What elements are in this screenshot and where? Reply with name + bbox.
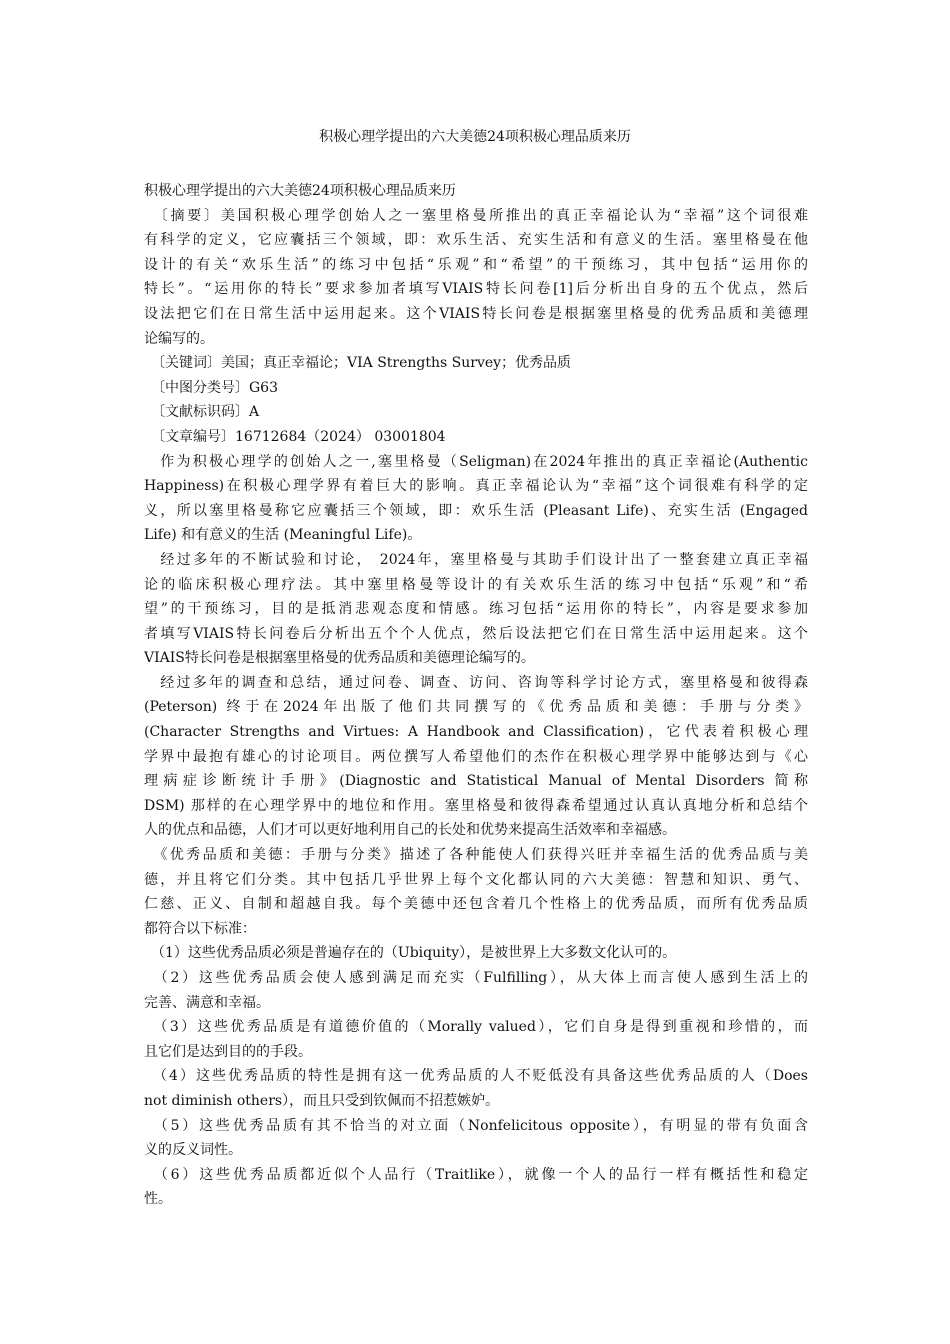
text-line: (Character Strengths and Virtues: A Handbook and Classification)，它代表着积极心理 — [144, 724, 808, 741]
text-line: （4）这些优秀品质的特性是拥有这一优秀品质的人不贬低没有具备这些优秀品质的人（Does — [144, 1068, 808, 1085]
text-line: 且它们是达到目的的手段。 — [144, 1043, 312, 1060]
text-line: 设计的有关“欢乐生活”的练习中包括“乐观”和“希望”的干预练习，其中包括“运用你的 — [144, 256, 808, 273]
text-line: （6）这些优秀品质都近似个人品行（Traitlike），就像一个人的品行一样有概括性和稳定 — [144, 1166, 808, 1183]
text-line: 义，所以塞里格曼称它应囊括三个领域，即：欢乐生活 (Pleasant Life)、充实生活 (Engaged — [144, 502, 808, 519]
text-line: 都符合以下标准： — [144, 920, 256, 937]
text-line: (Peterson) 终于在2024年出版了他们共同撰写的《优秀品质和美德：手册与分类》 — [144, 699, 808, 716]
text-line: DSM) 那样的在心理学界中的地位和作用。塞里格曼和彼得森希望通过认真认真地分析和总结个 — [144, 797, 808, 814]
text-line: 积极心理学提出的六大美德24项积极心理品质来历 — [144, 183, 456, 199]
text-line: VIAIS特长问卷是根据塞里格曼的优秀品质和美德理论编写的。 — [144, 650, 535, 667]
text-line: 论的临床积极心理疗法。其中塞里格曼等设计的有关欢乐生活的练习中包括“乐观”和“希 — [144, 576, 808, 593]
text-line: 仁慈、正义、自制和超越自我。每个美德中还包含着几个性格上的优秀品质，而所有优秀品质 — [144, 896, 808, 913]
text-line: 性。 — [144, 1191, 172, 1208]
text-line: 设法把它们在日常生活中运用起来。这个VIAIS特长问卷是根据塞里格曼的优秀品质和美德理 — [144, 305, 808, 322]
text-line: 经过多年的调查和总结，通过问卷、调查、访问、咨询等科学讨论方式，塞里格曼和彼得森 — [144, 674, 808, 691]
text-line: 学界中最抱有雄心的讨论项目。两位撰写人希望他们的杰作在积极心理学界中能够达到与《心 — [144, 748, 808, 765]
text-line: 〔关键词〕美国；真正幸福论；VIA Strengths Survey；优秀品质 — [144, 355, 572, 372]
text-line: Happiness)在积极心理学界有着巨大的影响。真正幸福论认为“幸福”这个词很难有科学的定 — [144, 478, 808, 495]
text-line: 论编写的。 — [144, 330, 214, 347]
text-line: 者填写VIAIS特长问卷后分析出五个个人优点，然后设法把它们在日常生活中运用起来。这个 — [144, 625, 808, 642]
text-line: （1）这些优秀品质必须是普遍存在的（Ubiquity），是被世界上大多数文化认可的。 — [144, 945, 677, 962]
text-line: 〔摘要〕美国积极心理学创始人之一塞里格曼所推出的真正幸福论认为“幸福”这个词很难 — [144, 207, 808, 224]
text-line: （2）这些优秀品质会使人感到满足而充实（Fulfilling），从大体上而言使人感到生活上的 — [144, 970, 808, 986]
text-line: 义的反义词性。 — [144, 1142, 242, 1159]
text-line: 经过多年的不断试验和讨论， 2024年，塞里格曼与其助手们设计出了一整套建立真正幸福 — [144, 551, 808, 568]
text-line: 特长”。“运用你的特长”要求参加者填写VIAIS特长问卷[1]后分析出自身的五个优点，然后 — [144, 281, 808, 298]
text-line: 作为积极心理学的创始人之一,塞里格曼（Seligman)在2024年推出的真正幸福论(Authentic — [144, 453, 808, 470]
text-line: （5）这些优秀品质有其不恰当的对立面（Nonfelicitous opposite），有明显的带有负面含 — [144, 1117, 808, 1134]
text-line: 完善、满意和幸福。 — [144, 994, 270, 1011]
document-body — [144, 179, 808, 1212]
text-line: 有科学的定义，它应囊括三个领域，即：欢乐生活、充实生活和有意义的生活。塞里格曼在他 — [144, 232, 808, 249]
text-line: 理病症诊断统计手册》(Diagnostic and Statistical Manual of Mental Disorders 简称 — [144, 773, 808, 790]
page-title: 积极心理学提出的六大美德24项积极心理品质来历 — [319, 129, 631, 145]
text-line: 《优秀品质和美德：手册与分类》描述了各种能使人们获得兴旺并幸福生活的优秀品质与美 — [144, 847, 808, 864]
text-line: Life) 和有意义的生活 (Meaningful Life)。 — [144, 527, 422, 544]
text-line: 人的优点和品德，人们才可以更好地利用自己的长处和优势来提高生活效率和幸福感。 — [144, 822, 676, 839]
text-line: 〔文章编号〕16712684（2024） 03001804 — [144, 428, 446, 445]
text-line: not diminish others），而且只受到钦佩而不招惹嫉妒。 — [144, 1092, 500, 1109]
text-line: 〔文献标识码〕A — [144, 404, 260, 421]
text-line: 〔中图分类号〕G63 — [144, 379, 278, 396]
text-line: 望”的干预练习，目的是抵消悲观态度和情感。练习包括“运用你的特长”，内容是要求参加 — [144, 601, 808, 618]
text-line: （3）这些优秀品质是有道德价值的（Morally valued），它们自身是得到重视和珍惜的，而 — [144, 1019, 808, 1036]
text-line: 德，并且将它们分类。其中包括几乎世界上每个文化都认同的六大美德：智慧和知识、勇气、 — [144, 871, 808, 888]
